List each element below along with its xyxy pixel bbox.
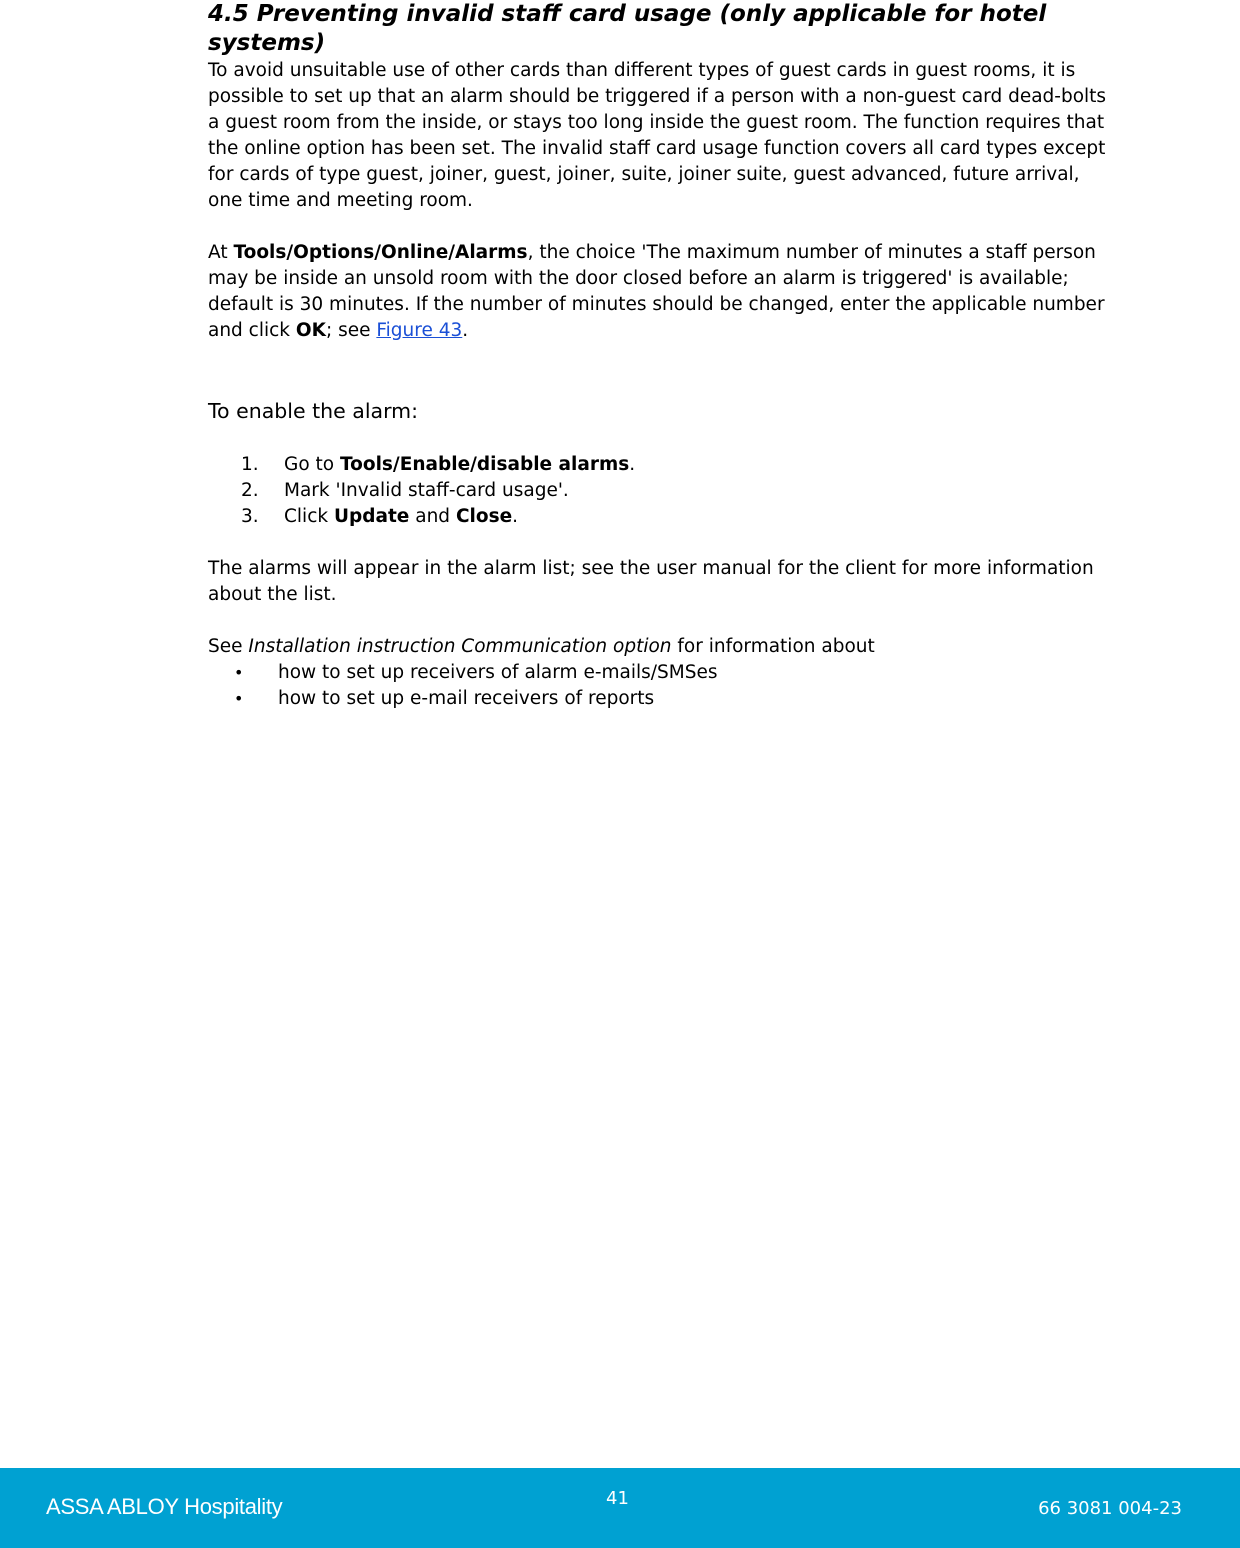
- step-prefix: Click: [284, 506, 334, 527]
- page-footer: [0, 1468, 1240, 1548]
- bullet-icon: •: [234, 689, 244, 708]
- see-prefix: See: [208, 636, 249, 657]
- step-item: [208, 504, 1108, 530]
- step-prefix: Mark 'Invalid staff-card usage'.: [284, 480, 569, 501]
- step-bold: Tools/Enable/disable alarms: [340, 454, 630, 475]
- bullet-list: [208, 660, 1108, 712]
- update-label: Update: [333, 506, 410, 527]
- enable-alarm-heading: To enable the alarm:: [208, 399, 419, 423]
- bullet-text: how to set up e-mail receivers of reports: [278, 688, 655, 709]
- intro-paragraph: To avoid unsuitable use of other cards than different types of guest cards in guest rooms, it is possible to set up that an alarm should be triggered if a person with a non-guest card dead-bolts a guest room from the inside, or stays too long inside the guest room. The function requires that the online option has been set. The invalid staff card usage function covers all card types except for cards of type guest, joiner, guest, joiner, suite, joiner suite, guest advanced, future arrival, one time and meeting room.: [208, 60, 1107, 211]
- see-suffix: for information about: [671, 636, 875, 657]
- settings-middle: , the choice 'The maximum number of minutes a staff person may be inside an unsold room with the door closed before an alarm is triggered' is available; default is 30 minutes. If the number of minutes should be changed, enter the applicable number and click: [208, 242, 1105, 341]
- step-suffix: .: [629, 454, 636, 475]
- figure-43-link[interactable]: Figure 43: [376, 320, 463, 341]
- step-suffix: .: [512, 506, 519, 527]
- bullet-text: how to set up receivers of alarm e-mails/SMSes: [278, 662, 718, 683]
- bullet-icon: •: [234, 663, 244, 682]
- brand-logo-text: ASSA ABLOY Hospitality: [46, 1494, 283, 1519]
- document-body: [208, 0, 1108, 712]
- settings-see: ; see: [325, 320, 377, 341]
- step-number: 3.: [241, 506, 259, 527]
- step-middle: and: [409, 506, 456, 527]
- ok-label: OK: [295, 320, 326, 341]
- alarm-list-paragraph: The alarms will appear in the alarm list; see the user manual for the client for more information about the list.: [208, 558, 1094, 605]
- steps-list: [208, 452, 1108, 530]
- see-installation-paragraph: [208, 634, 1108, 660]
- settings-path: Tools/Options/Online/Alarms: [233, 242, 528, 263]
- document-number: 66 3081 004-23: [1038, 1498, 1182, 1519]
- settings-paragraph: [208, 240, 1108, 344]
- list-item: [208, 660, 1108, 686]
- close-label: Close: [455, 506, 513, 527]
- step-item: [208, 452, 1108, 478]
- settings-prefix: At: [208, 242, 234, 263]
- step-number: 1.: [241, 454, 259, 475]
- settings-end: .: [462, 320, 469, 341]
- list-item: [208, 686, 1108, 712]
- step-prefix: Go to: [284, 454, 340, 475]
- page-number: 41: [606, 1488, 629, 1509]
- step-item: [208, 478, 1108, 504]
- step-number: 2.: [241, 480, 259, 501]
- installation-instruction-title: Installation instruction Communication option: [248, 636, 672, 657]
- section-title: 4.5 Preventing invalid staff card usage (only applicable for hotel systems): [208, 1, 1047, 56]
